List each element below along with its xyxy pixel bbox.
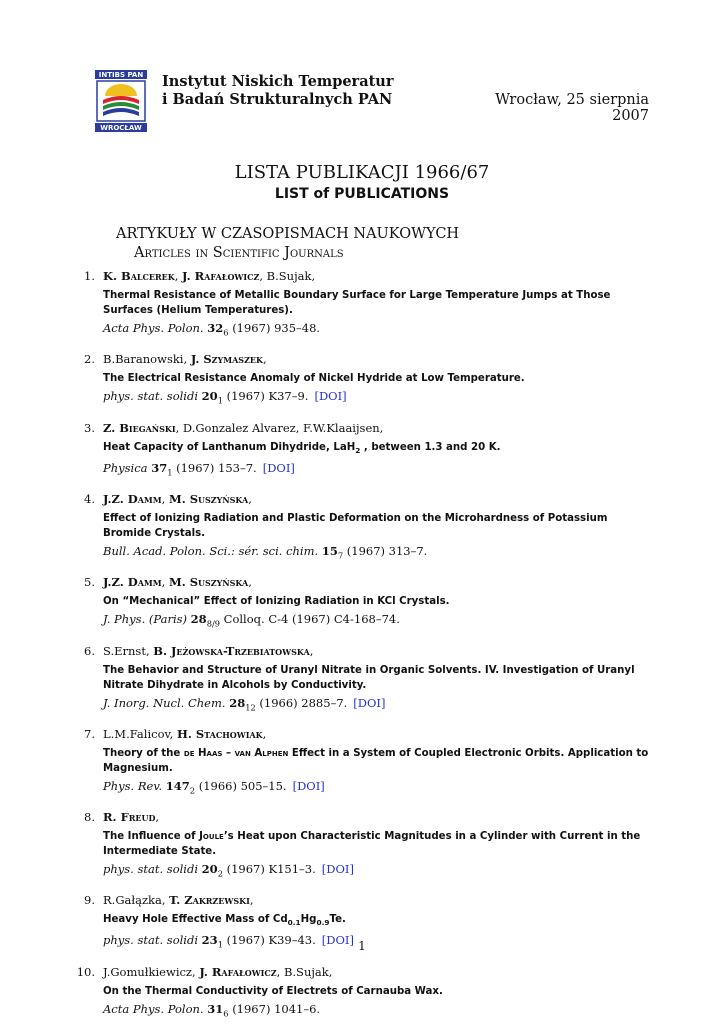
title-part: Effect in a System of Coupled Electronic Orbits. Application to Magnesium. <box>103 747 649 774</box>
doi-link[interactable]: [DOI] <box>321 933 354 948</box>
doi-link[interactable]: [DOI] <box>292 778 325 793</box>
item-number: 2. <box>84 352 95 367</box>
title-subscript: 2 <box>355 445 361 455</box>
publication-item <box>72 726 650 799</box>
item-reference <box>103 320 650 341</box>
year-pages: (1967) K37–9. <box>226 389 309 404</box>
title-part: Theory of the <box>103 747 184 759</box>
author: L.M.Falicov, <box>103 726 174 741</box>
issue: 12 <box>245 701 256 712</box>
place-date <box>495 92 649 124</box>
title-smallcaps: Joule <box>199 831 224 843</box>
publication-item <box>72 809 650 882</box>
item-title: Thermal Resistance of Metallic Boundary Surface for Large Temperature Jumps at Those Surfaces (Helium Temperatures). <box>103 290 611 316</box>
author: R.Gałązka, <box>103 893 166 908</box>
year-pages: (1967) 313–7. <box>346 543 428 558</box>
year-pages: (1967) 153–7. <box>176 460 257 475</box>
author: D.Gonzalez Alvarez, F.W.Klaaijsen, <box>182 420 384 435</box>
author: J.Gomułkiewicz, <box>103 964 196 979</box>
author: J. Rafałowicz <box>199 964 277 979</box>
item-reference <box>103 388 650 409</box>
issue: 2 <box>217 868 223 879</box>
author: J. Rafałowicz <box>182 269 260 283</box>
journal: phys. stat. solidi <box>103 933 199 948</box>
issue: 2 <box>189 785 196 796</box>
publication-list <box>72 268 650 1032</box>
journal: J. Inorg. Nucl. Chem. <box>103 695 226 710</box>
journal: Bull. Acad. Polon. Sci.: sér. sci. chim. <box>103 543 319 558</box>
issue: 7 <box>337 550 344 561</box>
item-title <box>103 829 650 859</box>
year-pages: (1967) K39–43. <box>226 933 316 948</box>
volume: 28 <box>229 695 246 710</box>
author: J.Z. Damm <box>103 491 162 506</box>
institute-line-1: Instytut Niskich Temperatur <box>162 73 394 90</box>
year-pages: (1966) 2885–7. <box>259 695 348 710</box>
volume: 20 <box>201 389 218 404</box>
author: J.Z. Damm <box>103 575 162 590</box>
item-authors: R. Freud, <box>103 810 160 825</box>
page-subtitle: LIST of PUBLICATIONS <box>274 186 450 202</box>
item-number: 7. <box>84 726 95 741</box>
journal: J. Phys. (Paris) <box>103 612 188 627</box>
item-number: 10. <box>76 964 95 979</box>
institute-line-2: i Badań Strukturalnych PAN <box>162 91 393 108</box>
item-number: 1. <box>84 269 95 283</box>
doi-link[interactable]: [DOI] <box>262 460 295 475</box>
item-number: 8. <box>84 810 95 825</box>
volume: 23 <box>201 933 218 948</box>
year-pages: (1967) K151–3. <box>226 862 316 877</box>
year-pages: (1967) 1041–6. <box>232 1001 321 1016</box>
page-number: 1 <box>358 939 366 953</box>
item-number: 5. <box>84 575 95 590</box>
volume: 32 <box>207 321 224 335</box>
journal: phys. stat. solidi <box>103 862 199 877</box>
item-number: 3. <box>84 420 95 435</box>
date-year: 2007 <box>612 108 649 124</box>
title-part: , between 1.3 and 20 K. <box>360 441 501 453</box>
item-title <box>103 440 650 458</box>
author: R. Freud <box>103 810 156 825</box>
page-title: LISTA PUBLIKACJI 1966/67 <box>234 162 490 183</box>
section-heading-english: Articles in Scientific Journals <box>134 245 344 261</box>
item-authors: R.Gałązka, T. Zakrzewski, <box>103 893 254 908</box>
issue: 1 <box>217 395 223 406</box>
publication-item <box>72 268 650 341</box>
journal: Acta Phys. Polon. <box>103 321 204 335</box>
title-part: Heat Capacity of Lanthanum Dihydride, LaH <box>103 441 356 453</box>
author: M. Suszyńska <box>168 575 249 590</box>
author: B.Sujak, <box>283 964 333 979</box>
title-subscript: 0.1 <box>287 918 301 928</box>
item-reference <box>103 1001 650 1022</box>
item-title: The Electrical Resistance Anomaly of Nickel Hydride at Low Temperature. <box>103 373 525 385</box>
item-title <box>103 912 650 930</box>
doi-link[interactable]: [DOI] <box>314 389 347 404</box>
item-reference <box>103 460 650 481</box>
issue: 1 <box>217 939 223 950</box>
item-number: 9. <box>84 893 95 908</box>
volume: 31 <box>207 1001 224 1016</box>
item-authors: J.Z. Damm, M. Suszyńska, <box>103 575 252 590</box>
section-heading-polish: ARTYKUŁY W CZASOPISMACH NAUKOWYCH <box>116 226 460 242</box>
item-authors: Z. Biegański, D.Gonzalez Alvarez, F.W.Klaaijsen, <box>103 420 384 435</box>
item-number: 4. <box>84 491 95 506</box>
title-part: Hg <box>300 914 317 926</box>
journal: Acta Phys. Polon. <box>103 1001 204 1016</box>
publication-item <box>72 574 650 632</box>
publication-item <box>72 491 650 564</box>
publication-item <box>72 420 650 481</box>
item-reference <box>103 611 650 632</box>
title-smallcaps: de Haas – van Alphen <box>183 747 289 759</box>
title-part: The Influence of <box>103 831 200 843</box>
author: T. Zakrzewski <box>169 893 250 908</box>
item-authors: B.Baranowski, J. Szymaszek, <box>103 352 267 367</box>
item-title <box>103 746 650 776</box>
item-number: 6. <box>84 643 95 658</box>
title-part: Heavy Hole Effective Mass of Cd <box>103 914 288 926</box>
author: J. Szymaszek <box>190 352 263 367</box>
publication-item <box>72 351 650 409</box>
publication-item <box>72 964 650 1022</box>
logo-bottom-text: WROCŁAW <box>100 124 142 132</box>
issue: 6 <box>223 327 229 338</box>
author: S.Ernst, <box>103 643 150 658</box>
journal: phys. stat. solidi <box>103 389 199 404</box>
volume: 28 <box>190 612 207 627</box>
issue: 8/9 <box>206 618 220 629</box>
item-authors: K. Balcerek, J. Rafałowicz, B.Sujak, <box>103 269 316 283</box>
publication-item <box>72 643 650 716</box>
item-authors: J.Z. Damm, M. Suszyńska, <box>103 491 252 506</box>
institute-logo <box>93 70 149 132</box>
issue: 1 <box>167 466 173 477</box>
item-authors: L.M.Falicov, H. Stachowiak, <box>103 726 267 741</box>
doi-link[interactable]: [DOI] <box>321 862 354 877</box>
date-line: Wrocław, 25 sierpnia <box>495 92 649 108</box>
journal: Physica <box>103 460 148 475</box>
item-title: The Behavior and Structure of Uranyl Nitrate in Organic Solvents. IV. Investigation of Uranyl Nitrate Dihydrate in Alcohols by Conductivity. <box>103 664 635 691</box>
year-pages: (1966) 505–15. <box>198 778 287 793</box>
item-authors: J.Gomułkiewicz, J. Rafałowicz, B.Sujak, <box>103 964 333 979</box>
item-reference <box>103 861 650 882</box>
item-title: Effect of Ionizing Radiation and Plastic Deformation on the Microhardness of Potassium Bromide Crystals. <box>103 512 608 539</box>
author: Z. Biegański <box>103 420 176 435</box>
year-pages: (1967) 935–48. <box>232 321 321 335</box>
author: H. Stachowiak <box>176 726 263 741</box>
author: M. Suszyńska <box>168 491 249 506</box>
volume: 20 <box>201 862 218 877</box>
item-reference <box>103 543 650 564</box>
item-title: On the Thermal Conductivity of Electrets of Carnauba Wax. <box>103 985 443 997</box>
doi-link[interactable]: [DOI] <box>353 695 386 710</box>
author: K. Balcerek <box>103 269 175 283</box>
author: B.Baranowski, <box>103 352 188 367</box>
institute-name <box>162 73 393 109</box>
title-subscript: 0.9 <box>316 918 330 928</box>
item-reference <box>103 778 650 799</box>
journal: Phys. Rev. <box>103 778 163 793</box>
logo-top-text: INTIBS PAN <box>98 71 144 79</box>
item-authors: S.Ernst, B. Jeżowska-Trzebiatowska, <box>103 643 314 658</box>
item-reference <box>103 695 650 716</box>
author: B.Sujak, <box>266 269 316 283</box>
title-part: Te. <box>329 914 346 926</box>
title-part: ’s Heat upon Characteristic Magnitudes in a Cylinder with Current in the Intermediate State. <box>103 831 641 858</box>
author: B. Jeżowska-Trzebiatowska <box>153 643 310 658</box>
volume: 15 <box>321 543 338 558</box>
volume: 37 <box>151 460 168 475</box>
issue: 6 <box>223 1008 229 1019</box>
item-title: On “Mechanical” Effect of Ionizing Radiation in KCl Crystals. <box>103 596 450 608</box>
year-pages: Colloq. C-4 (1967) C4-168–74. <box>223 612 400 627</box>
volume: 147 <box>165 778 190 793</box>
